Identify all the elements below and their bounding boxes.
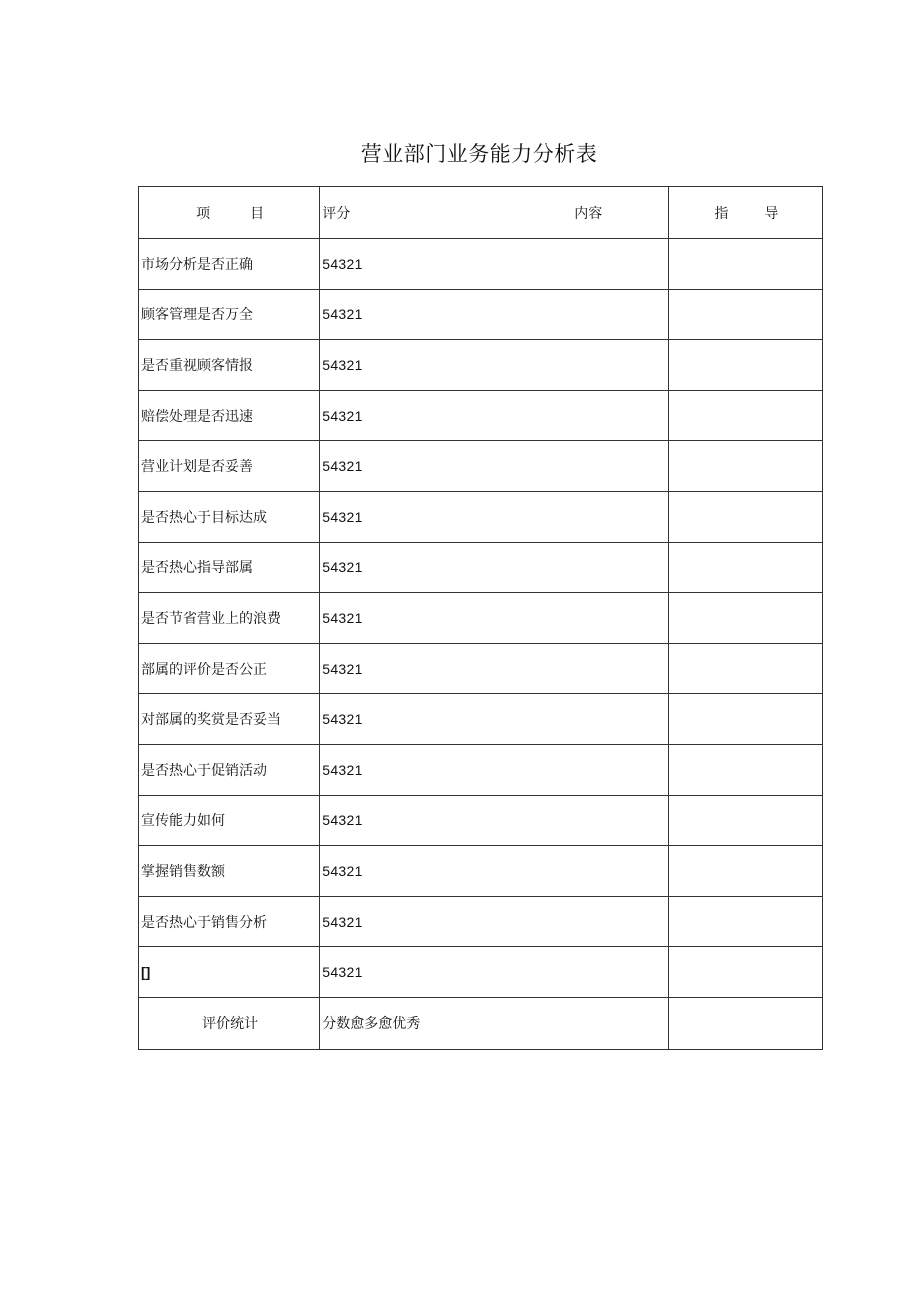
row-guide-cell[interactable]: [668, 239, 822, 290]
page-title: 营业部门业务能力分析表: [360, 142, 598, 166]
table-row: [139, 744, 823, 795]
row-item: 是否重视顾客情报: [139, 340, 320, 391]
row-guide-cell[interactable]: [668, 643, 822, 694]
header-guide-char-1: 指: [714, 205, 729, 222]
row-item: 市场分析是否正确: [139, 239, 320, 290]
table-row: [139, 694, 823, 745]
row-item: 掌握销售数额: [139, 846, 320, 897]
row-item: 顾客管理是否万全: [139, 289, 320, 340]
row-item: 是否热心指导部属: [139, 542, 320, 593]
header-score-label: 评分: [322, 205, 351, 222]
row-guide-cell[interactable]: [668, 846, 822, 897]
row-guide-cell[interactable]: [668, 289, 822, 340]
table-header-row: [139, 187, 823, 239]
table-row: [139, 846, 823, 897]
row-guide-cell[interactable]: [668, 542, 822, 593]
header-item-cell: [139, 187, 320, 239]
row-score: 54321: [320, 491, 669, 542]
row-score: 54321: [320, 694, 669, 745]
row-item: 部属的评价是否公正: [139, 643, 320, 694]
header-guide-cell: [668, 187, 822, 239]
table-row: [139, 239, 823, 290]
row-item: 对部属的奖赏是否妥当: [139, 694, 320, 745]
table-row: [139, 947, 823, 998]
header-content-label: 内容: [574, 205, 603, 222]
row-item: 营业计划是否妥善: [139, 441, 320, 492]
table-row: [139, 289, 823, 340]
footer-label: 评价统计: [139, 997, 320, 1049]
row-score: 54321: [320, 390, 669, 441]
row-guide-cell[interactable]: [668, 491, 822, 542]
row-guide-cell[interactable]: [668, 593, 822, 644]
footer-note: 分数愈多愈优秀: [320, 997, 669, 1049]
row-guide-cell[interactable]: [668, 947, 822, 998]
row-guide-cell[interactable]: [668, 795, 822, 846]
table-row: [139, 390, 823, 441]
row-guide-cell[interactable]: [668, 441, 822, 492]
row-score: 54321: [320, 239, 669, 290]
row-score: 54321: [320, 340, 669, 391]
row-item: 赔偿处理是否迅速: [139, 390, 320, 441]
header-score-content-cell: [320, 187, 669, 239]
table-row: [139, 491, 823, 542]
table-row: [139, 441, 823, 492]
table-row: [139, 643, 823, 694]
table-row: [139, 795, 823, 846]
row-guide-cell[interactable]: [668, 390, 822, 441]
row-guide-cell[interactable]: [668, 744, 822, 795]
row-item: 是否热心于销售分析: [139, 896, 320, 947]
row-item: 宣传能力如何: [139, 795, 320, 846]
row-item: 是否节省营业上的浪费: [139, 593, 320, 644]
row-item: 是否热心于促销活动: [139, 744, 320, 795]
header-guide-char-2: 导: [764, 205, 779, 222]
header-item-char-2: 目: [250, 205, 265, 222]
footer-guide-cell[interactable]: [668, 997, 822, 1049]
row-score: 54321: [320, 744, 669, 795]
row-score: 54321: [320, 542, 669, 593]
table-row: [139, 593, 823, 644]
row-score: 54321: [320, 441, 669, 492]
row-guide-cell[interactable]: [668, 896, 822, 947]
header-item-char-1: 项: [196, 205, 211, 222]
row-score: 54321: [320, 289, 669, 340]
table-row: [139, 542, 823, 593]
row-score: 54321: [320, 947, 669, 998]
row-score: 54321: [320, 795, 669, 846]
row-item: 是否热心于目标达成: [139, 491, 320, 542]
row-guide-cell[interactable]: [668, 340, 822, 391]
row-item: []: [139, 947, 320, 998]
row-score: 54321: [320, 896, 669, 947]
table-row: [139, 896, 823, 947]
table-footer-row: [139, 997, 823, 1049]
analysis-table: [138, 186, 823, 1050]
table-row: [139, 340, 823, 391]
row-score: 54321: [320, 593, 669, 644]
row-guide-cell[interactable]: [668, 694, 822, 745]
row-score: 54321: [320, 846, 669, 897]
row-score: 54321: [320, 643, 669, 694]
